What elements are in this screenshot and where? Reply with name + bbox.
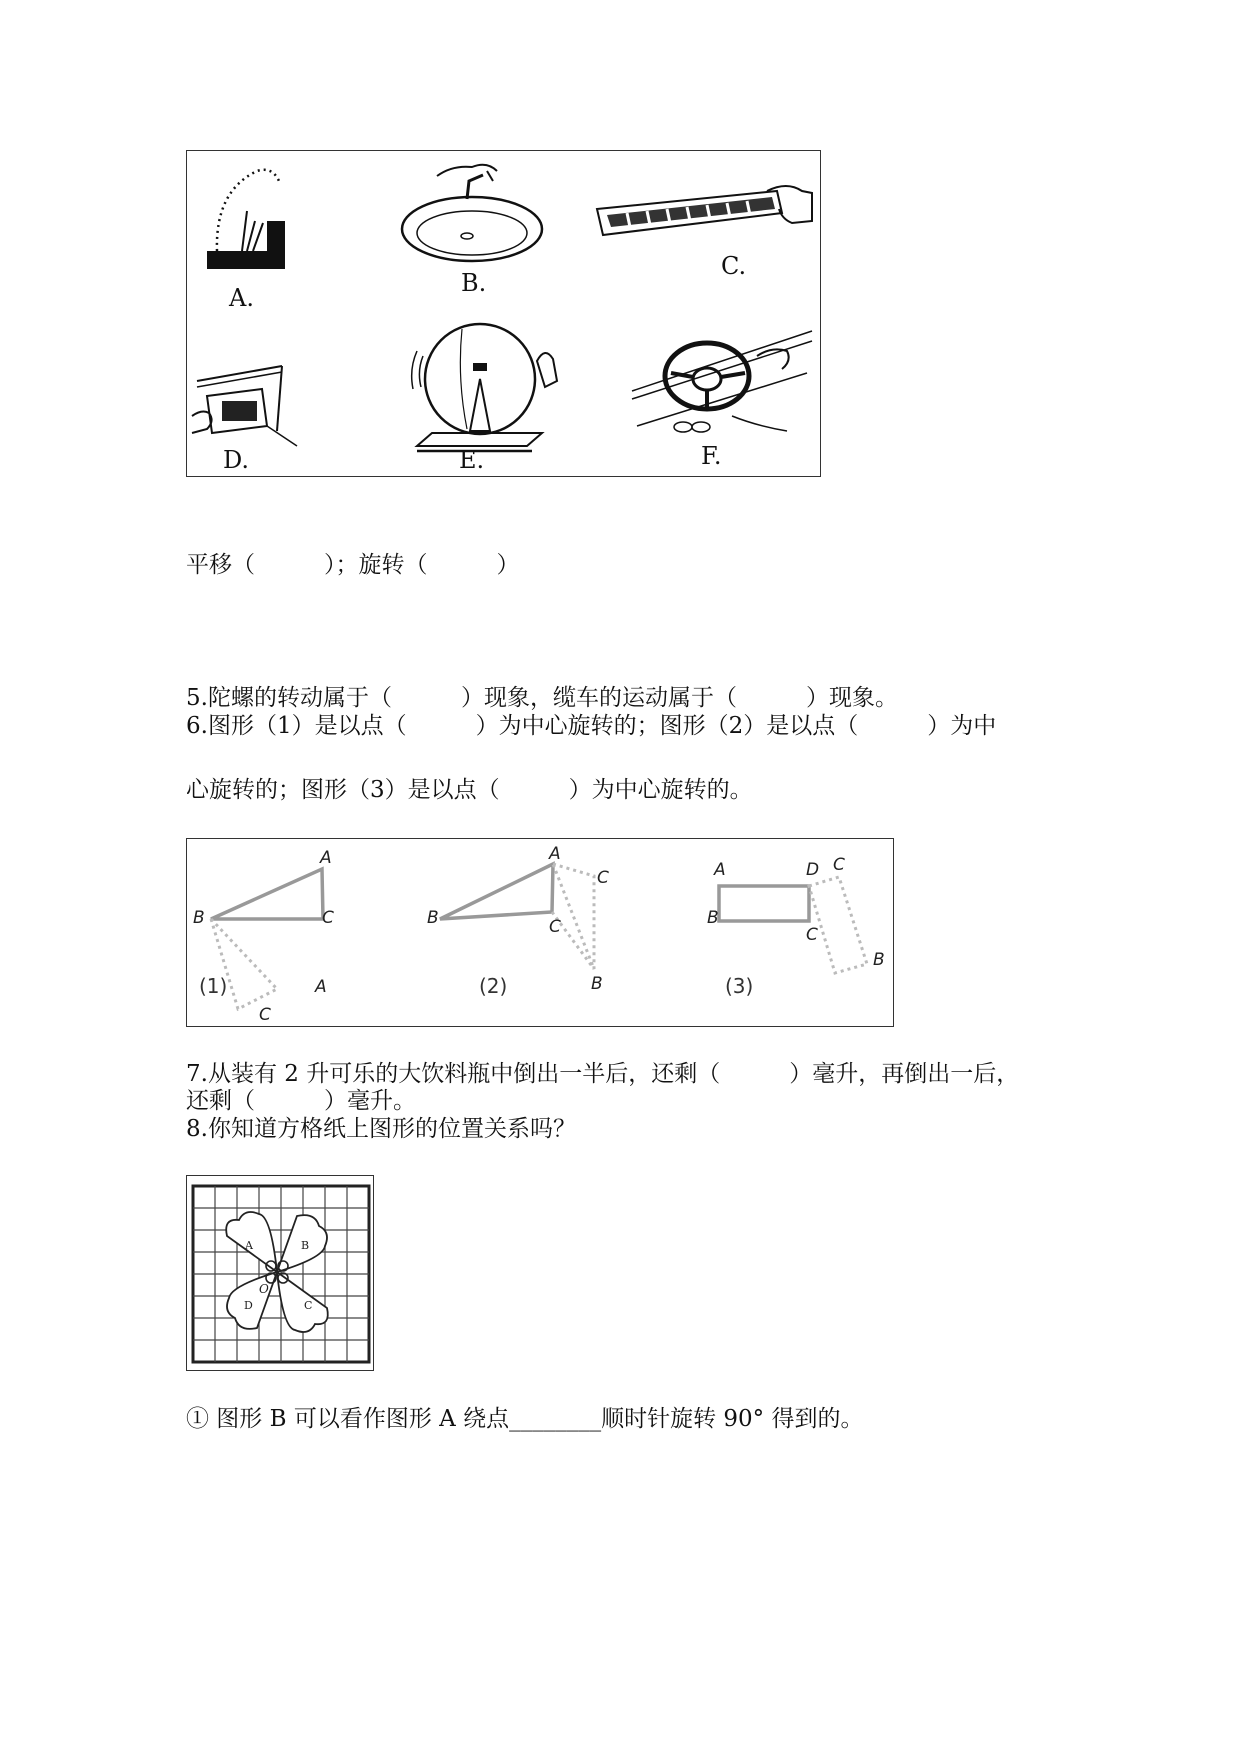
petal-label-c: C xyxy=(304,1299,313,1312)
fig3-label-b: B xyxy=(707,908,719,928)
fig3-label-b-rotated: B xyxy=(873,950,885,970)
question-4-answer-line: 平移（ ）；旋转（ ） xyxy=(186,552,520,578)
fig3-label-c-rotated: C xyxy=(833,855,845,875)
fig1-caption: (1) xyxy=(199,974,228,998)
fig1-label-c: C xyxy=(322,908,334,928)
fig3-label-c: C xyxy=(806,925,818,945)
rotation-figure xyxy=(186,838,894,1027)
fig2-label-c-rotated: C xyxy=(597,868,609,888)
fig2-caption: (2) xyxy=(479,974,508,998)
fig2-label-b: B xyxy=(427,908,439,928)
rotation-figure-3 xyxy=(707,855,885,998)
label-e: E. xyxy=(459,446,485,474)
fig1-label-a: A xyxy=(320,848,332,868)
label-d: D. xyxy=(223,446,250,474)
question-7-line-1: 7.从装有 2 升可乐的大饮料瓶中倒出一半后，还剩（ ）毫升，再倒出一后， xyxy=(186,1061,1020,1087)
picture-a-barrier xyxy=(207,170,285,269)
question-8-sub-1: ① 图形 B 可以看作图形 A 绕点________顺时针旋转 90° 得到的。 xyxy=(186,1406,864,1432)
grid-petal-figure xyxy=(186,1175,374,1371)
petal-label-d: D xyxy=(244,1299,253,1312)
petal-label-b: B xyxy=(301,1239,310,1252)
fig1-label-a-rotated: A xyxy=(315,977,327,997)
fig1-label-c-rotated: C xyxy=(259,1005,271,1025)
fig2-label-a: A xyxy=(549,844,561,864)
label-c: C. xyxy=(721,252,747,280)
petal-label-a: A xyxy=(245,1239,253,1252)
picture-b-sink xyxy=(402,165,542,261)
question-7-line-2: 还剩（ ）毫升。 xyxy=(186,1088,416,1114)
fig2-label-b-rotated: B xyxy=(591,974,603,994)
fig3-caption: (3) xyxy=(725,974,754,998)
rotation-figure-1 xyxy=(193,848,334,1025)
center-label-o: O xyxy=(259,1282,269,1296)
fig3-label-a: A xyxy=(714,860,726,880)
rotation-figure-2 xyxy=(427,844,609,998)
question-6-line-1: 6.图形（1）是以点（ ）为中心旋转的；图形（2）是以点（ ）为中 xyxy=(186,713,997,739)
fig3-label-d: D xyxy=(806,860,820,880)
label-f: F. xyxy=(701,442,722,470)
picture-c-abacus xyxy=(597,186,812,235)
picture-f-steering-wheel xyxy=(632,331,812,432)
fig1-label-b: B xyxy=(193,908,205,928)
picture-e-globe xyxy=(412,324,557,451)
label-a: A. xyxy=(229,284,254,312)
question-5: 5.陀螺的转动属于（ ）现象，缆车的运动属于（ ）现象。 xyxy=(186,685,898,711)
question-8: 8.你知道方格纸上图形的位置关系吗？ xyxy=(186,1116,576,1142)
question-6-line-2: 心旋转的；图形（3）是以点（ ）为中心旋转的。 xyxy=(186,777,753,803)
picture-d-drawer xyxy=(192,366,297,446)
fig2-label-c: C xyxy=(549,917,561,937)
motion-pictures-figure xyxy=(186,150,821,477)
label-b: B. xyxy=(461,269,487,297)
